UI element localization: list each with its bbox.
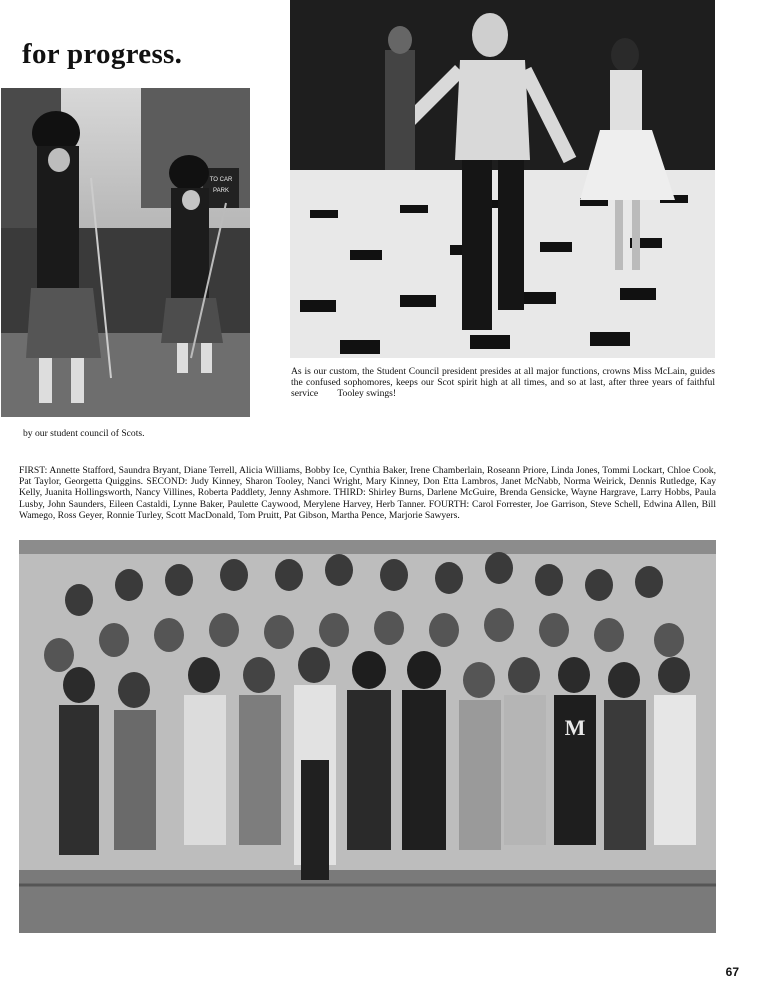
bagpipers-photo [1, 88, 250, 417]
student-council-names: FIRST: Annette Stafford, Saundra Bryant, Diane Terrell, Alicia Williams, Bobby Ice, Cynthia Baker, Irene Chamberlain, Roseann Priore, Linda Jones, Tommi Lockart, Chloe Cook, Pat Taylor, Georgetta Quiggins. SECOND: Judy Kinney, Sharon Tooley, Nanci Wright, Mary Kinney, Don Etta Lambros, Janet McNabb, Norma Weirick, Dennis Rutledge, Kay Kelly, Juanita Hollingsworth, Nancy Villines, Roberta Paddlety, Jenny Ashmore. THIRD: Shirley Burns, Darlene McGuire, Brenda Gensicke, Wayne Hargrave, Larry Hobbs, Paula Lusby, John Saunders, Eileen Castaldi, Lynne Baker, Paulette Caywood, Merylene Harvey, Herb Tanner. FOURTH: Carol Forrester, Joe Garrison, Steve Schell, Edwina Allen, Bill Wamego, Ross Geyer, Ronnie Turley, Scott MacDonald, Tom Pruitt, Pat Gibson, Martha Pence, Marjorie Sawyers. [19, 465, 716, 521]
page-number: 67 [725, 965, 739, 979]
dance-photo [290, 0, 715, 358]
pipers-caption: by our student council of Scots. [23, 428, 145, 439]
headline: for progress. [22, 38, 183, 70]
sign-text: TO CAR [209, 177, 233, 183]
group-photo [19, 540, 716, 933]
sweater-letter: M [564, 715, 586, 740]
svg-text:PARK: PARK [213, 188, 229, 194]
dance-caption: As is our custom, the Student Council president presides at all major functions, crowns Miss McLain, guides the confused sophomores, keeps our Scot spirit high at all times, and so at last, after three years of faithful service Tooley swings! [291, 366, 715, 400]
